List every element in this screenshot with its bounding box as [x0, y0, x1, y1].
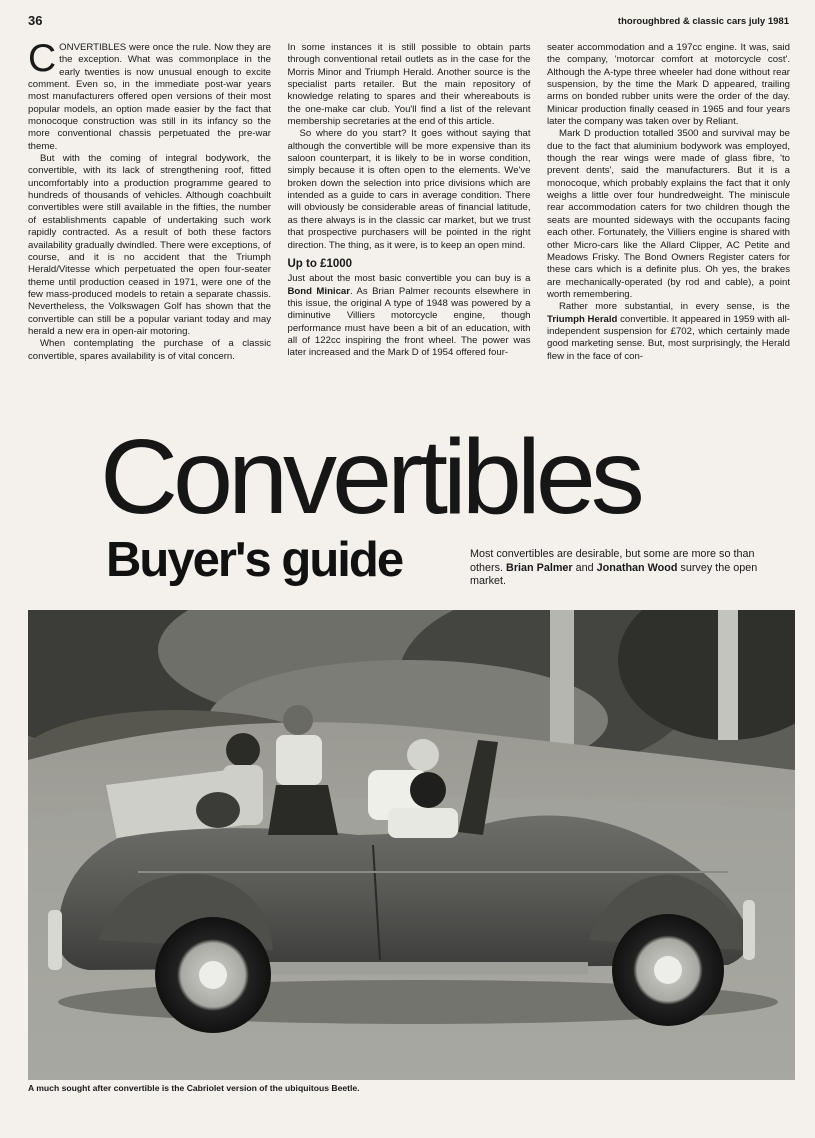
paragraph-text: convertible. It appeared in 1959 with all-independent suspension for £702, which certainly made good marketing sense. But, most surprisingly, the Herald flew in the face of con-	[547, 313, 790, 362]
paragraph: In some instances it is still possible to obtain parts through conventional retail outlets as in the case for the Morris Minor and Triumph Herald. Another source is the specialist parts retailer. But the main repository of knowledge relating to spares and their whereabouts is the one-make car club. You'll find a list of the relevant membership secretaries at the end of this article.	[287, 42, 531, 128]
article-body	[28, 42, 790, 414]
standfirst-text: Most convertibles are desirable, but some are more so than others.	[470, 548, 755, 574]
dog	[196, 792, 240, 828]
page-number: 36	[28, 13, 43, 28]
drop-cap: C	[28, 42, 57, 80]
author-name: Brian Palmer	[506, 561, 573, 574]
subheading: Up to £1000	[287, 257, 353, 270]
article-column-2	[288, 42, 531, 414]
paragraph-text: ONVERTIBLES were once the rule. Now they are the exception. What was commonplace in the early twenties is now unusual enough to excite comment. Even so, in the immediate post-war years most manufacturers offered open versions of their most popular models, an option made easier by the fact that monocoque construction was still in its infancy so the more conventional chassis perpetuated the pre-war theme.	[28, 42, 271, 152]
front-bumper	[743, 900, 755, 960]
paragraph: seater accommodation and a 197cc engine. It was, said the company, 'motorcar comfort at motorcycle cost'. Although the A-type three wheeler had done without rear suspension, by the time the Mark D appeared, trailing arms on bonded rubber units were the order of the day. Minicar production finally ceased in 1965 and four years later the company was taken over by Reliant.	[547, 42, 790, 128]
paragraph	[288, 273, 531, 359]
running-board	[258, 962, 588, 974]
beetle-cabriolet-photo	[28, 610, 795, 1080]
paragraph-text: . As Brian Palmer recounts elsewhere in this issue, the original A type of 1948 was powered by a diminutive Villiers motorcycle engine, though performance must have been a bit of an education, with all of 122cc inspiring the front wheel. The power was later increased and the Mark D of 1954 offered four-	[287, 285, 531, 359]
car-name-bold: Triumph Herald	[547, 313, 618, 325]
paragraph-text: Rather more substantial, in every sense, is the	[559, 301, 790, 313]
paragraph: But with the coming of integral bodywork, the convertible, with its lack of strengthening roof, fitted uncomfortably into a production programme geared to hundreds of thousands of vehicles. Although coachbuilt convertibles were still available in the fifties, the number of establishments capable of undertaking such work rapidly contracted. As a result of both these factors availability gradually dwindled. There were exceptions, of course, and it is no accident that the Triumph Herald/Vitesse which perpetuated the open four-seater theme until production ceased in 1971, were one of the few mass-produced models to retain a separate chassis. Nevertheless, the Volkswagen Golf has shown that the convertible can still be a popular variant today and may herald a new era in open-air motoring.	[28, 153, 271, 337]
rear-bumper	[48, 910, 62, 970]
standfirst-text: survey the open market.	[470, 561, 758, 587]
tree-trunk	[718, 610, 738, 740]
paragraph: When contemplating the purchase of a classic convertible, spares availability is of vital concern.	[28, 338, 271, 362]
headline: Convertibles	[100, 418, 640, 536]
paragraph: Mark D production totalled 3500 and survival may be due to the fact that aluminium bodywork was employed, though the rear wings were made of glass fibre, 'to prevent dents', said the manufacturers. But it is a monocoque, which probably explains the fact that it only weighs a little over four hundredweight. The miniscule rear accommodation caters for two children though the seats are mounted sideways with the occupants facing each other. Fortunately, the Villiers engine is shared with other Micro-cars like the Allard Clipper, AC Petite and Meadows Frisky. The Bond Owners Register caters for these cars which is a definite plus. Oh yes, the brakes are mechanically-operated (by rod and cable), a point worth remembering.	[547, 128, 790, 300]
paragraph: So where do you start? It goes without saying that although the convertible will be more expensive than its saloon counterpart, it is likely to be in worse condition, simply because it is often open to the elements. We've broken down the selection into price divisions which are intended as a guide to cars in average condition. There will obviously be considerable areas of financial latitude, as there always is in the classic car market, but we trust that prospective purchasers will be pointed in the right direction. The thing, as it were, is to keep an open mind.	[287, 128, 531, 251]
photo-caption: A much sought after convertible is the Cabriolet version of the ubiquitous Beetle.	[28, 1083, 360, 1093]
paragraph	[547, 301, 790, 363]
author-name: Jonathan Wood	[596, 561, 678, 574]
paragraph	[28, 42, 271, 153]
standfirst	[470, 548, 785, 589]
article-column-1	[28, 42, 271, 414]
paragraph-text: Just about the most basic convertible you can buy is a	[287, 273, 531, 285]
tree-trunk	[550, 610, 574, 750]
car-name-bold: Bond Minicar	[287, 285, 350, 297]
article-column-3	[547, 42, 790, 414]
standfirst-text: and	[572, 561, 597, 574]
kicker: Buyer's guide	[106, 533, 403, 587]
running-head: thoroughbred & classic cars july 1981	[617, 16, 789, 27]
